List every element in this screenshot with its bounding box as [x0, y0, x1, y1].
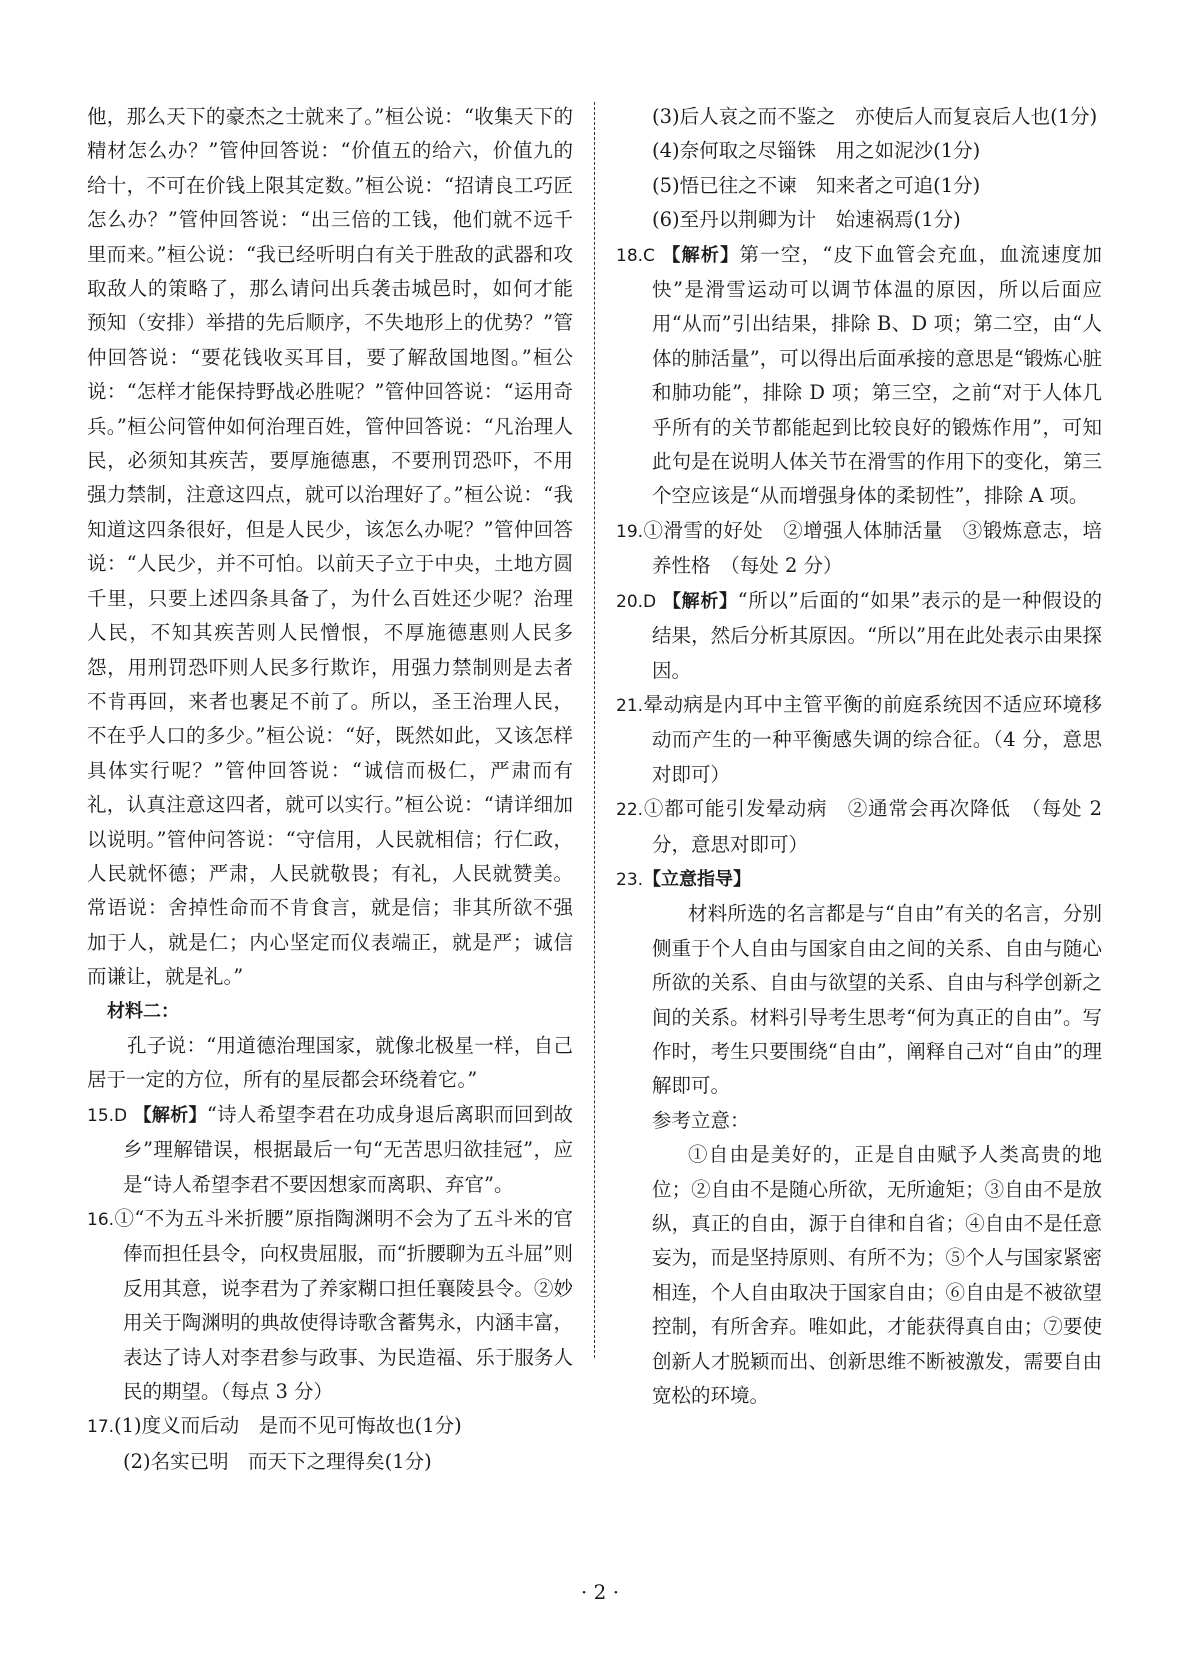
- q18-choice: C: [643, 245, 655, 266]
- q21-number: 21.: [616, 695, 644, 716]
- q19-text: ①滑雪的好处 ②增强人体肺活量 ③锻炼意志，培养性格 （每处 2 分）: [643, 518, 1102, 578]
- q17-number: 17.: [87, 1417, 115, 1438]
- material2-title: 材料二：: [107, 1000, 179, 1022]
- q15-number: 15.: [87, 1105, 115, 1126]
- answer-17-4: (4)奈何取之尽锱铢 用之如泥沙(1分): [652, 139, 981, 163]
- answer-17-6: (6)至丹以荆卿为计 始速祸焉(1分): [652, 208, 961, 232]
- q22-text: ①都可能引发晕动病 ②通常会再次降低 （每处 2 分，意思对即可）: [643, 797, 1102, 856]
- answer-21: [616, 688, 1102, 792]
- q16-text: ①“不为五斗米折腰”原指陶渊明不会为了五斗米的官俸而担任县令，向权贵屈服，而“折腰聊为五斗屈”则反用其意，说李君为了养家糊口担任襄陵县令。②妙用关于陶渊明的典故使得诗歌含蓄隽永，内涵丰富，表达了诗人对李君参与政事、为民造福、乐于服务人民的期望。（每点 3 分）: [114, 1207, 573, 1404]
- q19-number: 19.: [616, 521, 644, 542]
- q20-number: 20.: [616, 591, 644, 612]
- q15-text: “诗人希望李君在功成身退后离职而回到故乡”理解错误，根据最后一句“无苦思归欲挂冠”，应是“诗人希望李君不要因想家而离职、弃官”。: [123, 1102, 574, 1196]
- q22-number: 22.: [616, 800, 644, 821]
- q23-guidance-tag: 【立意指导】: [643, 868, 752, 890]
- q20-analysis-tag: 【解析】: [663, 590, 738, 612]
- answer-19: [616, 514, 1102, 584]
- column-divider: [594, 102, 595, 1358]
- q20-choice: D: [643, 591, 657, 612]
- q18-number: 18.: [616, 245, 644, 266]
- material1-translation: 他，那么天下的豪杰之士就来了。”桓公说：“收集天下的精材怎么办？”管仲回答说：“价值五的给六，价值九的给十，不可在价钱上限其定数。”桓公说：“招请良工巧匠怎么办？”管仲回答说：“出三倍的工钱，他们就不远千里而来。”桓公说：“我已经听明白有关于胜敌的武器和攻取敌人的策略了，那么请问出兵袭击城邑时，如何才能预知（安排）举措的先后顺序，不失地形上的优势？”管仲回答说：“要花钱收买耳目，要了解敌国地图。”桓公说：“怎样才能保持野战必胜呢？”管仲回答说：“运用奇兵。”桓公问管仲如何治理百姓，管仲回答说：“凡治理人民，必须知其疾苦，要厚施德惠，不要刑罚恐吓，不用强力禁制，注意这四点，就可以治理好了。”桓公说：“我知道这四条很好，但是人民少，该怎么办呢？”管仲回答说：“人民少，并不可怕。以前天子立于中央，土地方圆千里，只要上述四条具备了，为什么百姓还少呢？治理人民，不知其疾苦则人民憎恨，不厚施德惠则人民多怨，用刑罚恐吓则人民多行欺诈，用强力禁制则是去者不肯再回，来者也裹足不前了。所以，圣王治理人民，不在乎人口的多少。”桓公说：“好，既然如此，又该怎样具体实行呢？”管仲回答说：“诚信而极仁，严肃而有礼，认真注意这四者，就可以实行。”桓公说：“请详细加以说明。”管仲问答说：“守信用，人民就相信；行仁政，人民就怀德；严肃，人民就敬畏；有礼，人民就赞美。常语说：舍掉性命而不肯食言，就是信；非其所欲不强加于人，就是仁；内心坚定而仪表端正，就是严；诚信而谦让，就是礼。”: [87, 105, 573, 989]
- q15-analysis-tag: 【解析】: [133, 1104, 207, 1126]
- answer-17-5: (5)悟已往之不谏 知来者之可追(1分): [652, 173, 981, 197]
- answer-22: [616, 792, 1102, 862]
- answer-16: [87, 1202, 573, 1409]
- answer-17-2: (2)名实已明 而天下之理得矣(1分): [123, 1449, 432, 1473]
- q20-text: “所以”后面的“如果”表示的是一种假设的结果，然后分析其原因。“所以”用在此处表示由果探因。: [652, 588, 1102, 682]
- answer-18: [616, 238, 1102, 514]
- material2-text: 孔子说：“用道德治理国家，就像北极星一样，自己居于一定的方位，所有的星辰都会环绕着它。”: [87, 1033, 573, 1092]
- answer-17-3: (3)后人哀之而不鉴之 亦使后人而复哀后人也(1分): [652, 105, 1098, 128]
- q18-analysis-tag: 【解析】: [662, 244, 740, 266]
- answer-15: [87, 1098, 573, 1202]
- q23-number: 23.: [616, 869, 644, 890]
- q15-choice: D: [114, 1105, 128, 1126]
- answer-23-heading: [616, 862, 1102, 897]
- reference-text: ①自由是美好的，正是自由赋予人类高贵的地位；②自由不是随心所欲，无所逾矩；③自由不是放纵，真正的自由，源于自律和自省；④自由不是任意妄为，而是坚持原则、有所不为；⑤个人与国家紧密相连，个人自由取决于国家自由；⑥自由是不被欲望控制，有所舍弃。唯如此，才能获得真自由；⑦要使创新人才脱颖而出、创新思维不断被激发，需要自由宽松的环境。: [652, 1143, 1102, 1408]
- answer-17-1: [87, 1409, 573, 1444]
- q21-text: 晕动病是内耳中主管平衡的前庭系统因不适应环境移动而产生的一种平衡感失调的综合征。（4 分，意思对即可）: [643, 692, 1102, 786]
- q18-text: 第一空，“皮下血管会充血，血流速度加快”是滑雪运动可以调节体温的原因，所以后面应用“从而”引出结果，排除 B、D 项；第二空，由“人体的肺活量”，可以得出后面承接的意思是“锻炼心脏和肺功能”，排除 D 项；第三空，之前“对于人体几乎所有的关节都能起到比较良好的锻炼作用”，可知此句是在说明人体关节在滑雪的作用下的变化，第三个空应该是“从而增强身体的柔韧性”，排除 A 项。: [652, 242, 1102, 508]
- q16-number: 16.: [87, 1210, 115, 1230]
- q17-part1: (1)度义而后动 是而不见可悔故也(1分): [114, 1414, 462, 1438]
- q23-text: 材料所选的名言都是与“自由”有关的名言，分别侧重于个人自由与国家自由之间的关系、自由与随心所欲的关系、自由与欲望的关系、自由与科学创新之间的关系。材料引导考生思考“何为真正的自由”。写作时，考生只要围绕“自由”，阐释自己对“自由”的理解即可。: [652, 902, 1102, 1098]
- right-column: [616, 100, 1102, 1413]
- answer-20: [616, 584, 1102, 688]
- page-number: · 2 ·: [580, 1580, 620, 1604]
- left-column: [87, 100, 573, 1479]
- reference-title: 参考立意：: [652, 1108, 750, 1132]
